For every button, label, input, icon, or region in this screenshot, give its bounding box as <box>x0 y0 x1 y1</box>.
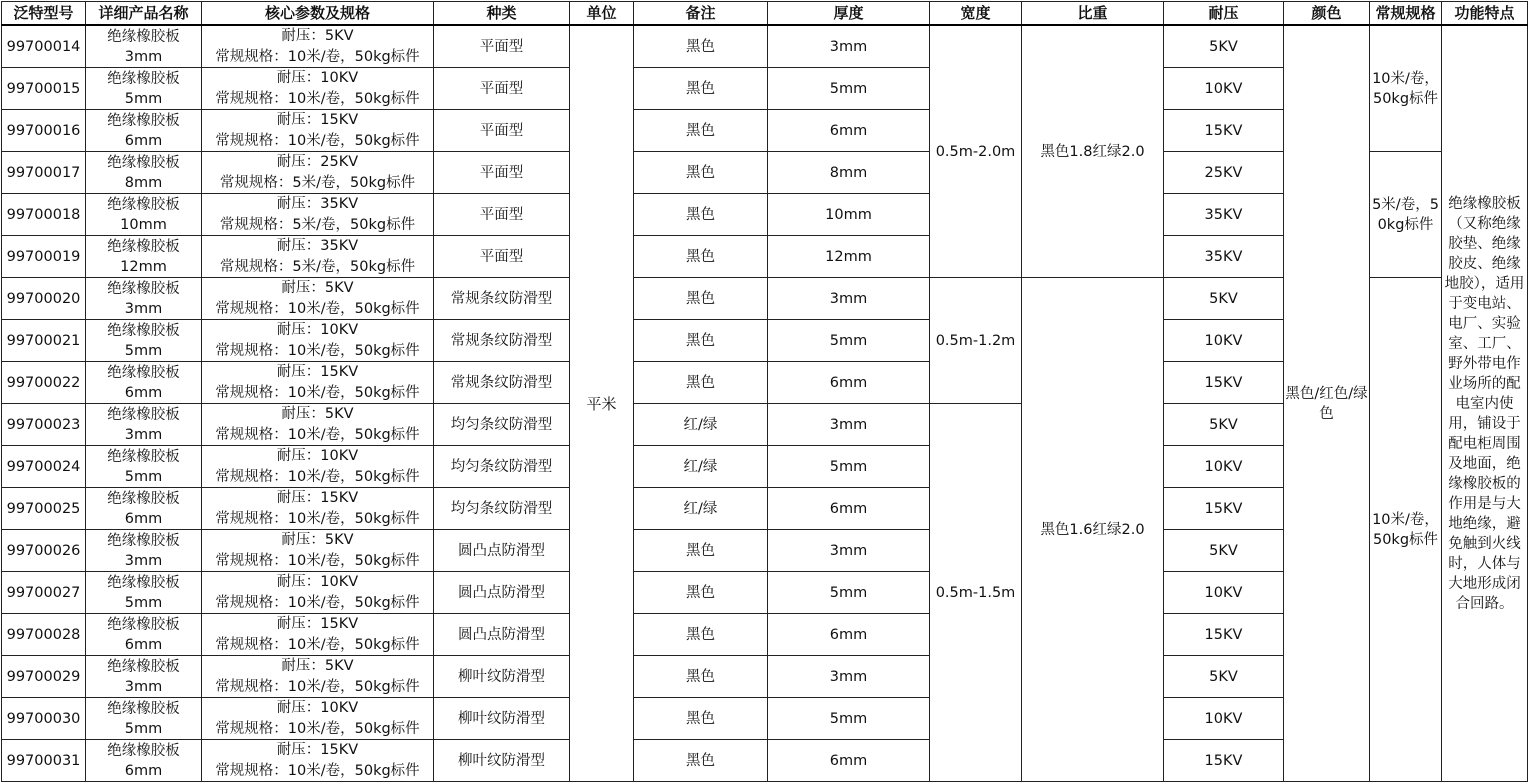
cell-core-params <box>202 446 434 488</box>
cell-product-name <box>86 614 202 656</box>
product-size-line: 3mm <box>124 48 163 65</box>
product-name-line: 绝缘橡胶板 <box>107 658 180 675</box>
param-voltage-line: 耐压：10KV <box>276 448 359 464</box>
cell-voltage: 25KV <box>1164 152 1284 194</box>
cell-thickness: 6mm <box>768 740 930 782</box>
cell-product-name <box>86 446 202 488</box>
param-spec-line: 常规规格：10米/卷，50kg标件 <box>215 511 420 527</box>
cell-voltage: 15KV <box>1164 362 1284 404</box>
header-core-params: 核心参数及规格 <box>202 2 434 26</box>
cell-note: 黑色 <box>634 614 768 656</box>
cell-product-name <box>86 152 202 194</box>
cell-type: 平面型 <box>434 110 570 152</box>
cell-spec-merged-c: 10米/卷，50kg标件 <box>1370 278 1442 782</box>
cell-thickness: 3mm <box>768 25 930 68</box>
cell-code: 99700027 <box>2 572 86 614</box>
cell-product-name <box>86 68 202 110</box>
cell-type: 均匀条纹防滑型 <box>434 488 570 530</box>
cell-core-params <box>202 530 434 572</box>
table-row <box>2 25 1528 68</box>
header-product-name: 详细产品名称 <box>86 2 202 26</box>
product-name-line: 绝缘橡胶板 <box>107 700 180 717</box>
product-size-line: 5mm <box>124 90 163 107</box>
cell-voltage: 5KV <box>1164 404 1284 446</box>
cell-core-params <box>202 362 434 404</box>
cell-thickness: 6mm <box>768 614 930 656</box>
cell-voltage: 10KV <box>1164 446 1284 488</box>
cell-type: 平面型 <box>434 152 570 194</box>
cell-note: 红/绿 <box>634 404 768 446</box>
cell-code: 99700026 <box>2 530 86 572</box>
param-spec-line: 常规规格：10米/卷，50kg标件 <box>215 721 420 737</box>
cell-code: 99700025 <box>2 488 86 530</box>
cell-core-params <box>202 572 434 614</box>
cell-type: 常规条纹防滑型 <box>434 362 570 404</box>
cell-type: 均匀条纹防滑型 <box>434 404 570 446</box>
param-voltage-line: 耐压：15KV <box>276 490 359 506</box>
cell-width-merged-b: 0.5m-1.2m <box>930 278 1022 404</box>
cell-type: 柳叶纹防滑型 <box>434 656 570 698</box>
cell-core-params <box>202 488 434 530</box>
param-spec-line: 常规规格：10米/卷，50kg标件 <box>215 385 420 401</box>
cell-thickness: 3mm <box>768 530 930 572</box>
cell-code: 99700020 <box>2 278 86 320</box>
product-name-line: 绝缘橡胶板 <box>107 448 180 465</box>
cell-type: 圆凸点防滑型 <box>434 614 570 656</box>
cell-code: 99700029 <box>2 656 86 698</box>
param-voltage-line: 耐压：10KV <box>276 322 359 338</box>
cell-width-merged-c: 0.5m-1.5m <box>930 404 1022 782</box>
product-size-line: 3mm <box>124 300 163 317</box>
param-spec-line: 常规规格：10米/卷，50kg标件 <box>215 343 420 359</box>
cell-voltage: 10KV <box>1164 320 1284 362</box>
cell-voltage: 5KV <box>1164 278 1284 320</box>
cell-product-name <box>86 404 202 446</box>
product-size-line: 6mm <box>124 132 163 149</box>
cell-note: 黑色 <box>634 278 768 320</box>
param-voltage-line: 耐压：35KV <box>276 238 359 254</box>
param-voltage-line: 耐压：15KV <box>276 364 359 380</box>
header-gravity: 比重 <box>1022 2 1164 26</box>
cell-thickness: 10mm <box>768 194 930 236</box>
product-name-line: 绝缘橡胶板 <box>107 616 180 633</box>
cell-product-name <box>86 530 202 572</box>
cell-color-merged: 黑色/红色/绿色 <box>1284 25 1370 782</box>
cell-note: 黑色 <box>634 656 768 698</box>
param-voltage-line: 耐压：5KV <box>281 28 354 44</box>
param-spec-line: 常规规格：10米/卷，50kg标件 <box>215 553 420 569</box>
product-spec-table <box>1 1 1528 782</box>
product-name-line: 绝缘橡胶板 <box>107 364 180 381</box>
param-voltage-line: 耐压：15KV <box>276 112 359 128</box>
product-size-line: 3mm <box>124 426 163 443</box>
param-spec-line: 常规规格：10米/卷，50kg标件 <box>215 133 420 149</box>
param-voltage-line: 耐压：35KV <box>276 196 359 212</box>
param-voltage-line: 耐压：5KV <box>281 280 354 296</box>
cell-core-params <box>202 68 434 110</box>
product-size-line: 3mm <box>124 552 163 569</box>
cell-type: 平面型 <box>434 25 570 68</box>
cell-unit-merged: 平米 <box>570 25 634 782</box>
cell-core-params <box>202 110 434 152</box>
cell-product-name <box>86 25 202 68</box>
product-name-line: 绝缘橡胶板 <box>107 574 180 591</box>
cell-note: 黑色 <box>634 236 768 278</box>
product-name-line: 绝缘橡胶板 <box>107 154 180 171</box>
header-code: 泛特型号 <box>2 2 86 26</box>
cell-thickness: 5mm <box>768 698 930 740</box>
header-type: 种类 <box>434 2 570 26</box>
cell-code: 99700014 <box>2 25 86 68</box>
cell-voltage: 10KV <box>1164 572 1284 614</box>
cell-product-name <box>86 194 202 236</box>
cell-type: 常规条纹防滑型 <box>434 278 570 320</box>
cell-product-name <box>86 110 202 152</box>
cell-note: 黑色 <box>634 572 768 614</box>
param-spec-line: 常规规格：10米/卷，50kg标件 <box>215 763 420 779</box>
cell-thickness: 3mm <box>768 656 930 698</box>
param-spec-line: 常规规格：10米/卷，50kg标件 <box>215 49 420 65</box>
cell-type: 柳叶纹防滑型 <box>434 698 570 740</box>
param-voltage-line: 耐压：5KV <box>281 406 354 422</box>
product-size-line: 5mm <box>124 594 163 611</box>
cell-note: 黑色 <box>634 698 768 740</box>
cell-core-params <box>202 25 434 68</box>
cell-product-name <box>86 278 202 320</box>
cell-type: 柳叶纹防滑型 <box>434 740 570 782</box>
cell-voltage: 15KV <box>1164 110 1284 152</box>
product-size-line: 8mm <box>124 174 163 191</box>
product-name-line: 绝缘橡胶板 <box>107 322 180 339</box>
cell-thickness: 6mm <box>768 110 930 152</box>
product-name-line: 绝缘橡胶板 <box>107 406 180 423</box>
cell-core-params <box>202 404 434 446</box>
cell-voltage: 5KV <box>1164 530 1284 572</box>
header-width: 宽度 <box>930 2 1022 26</box>
param-spec-line: 常规规格：10米/卷，50kg标件 <box>215 469 420 485</box>
cell-spec-merged-b: 5米/卷，50kg标件 <box>1370 152 1442 278</box>
cell-voltage: 5KV <box>1164 656 1284 698</box>
cell-core-params <box>202 320 434 362</box>
cell-type: 圆凸点防滑型 <box>434 572 570 614</box>
product-size-line: 6mm <box>124 762 163 779</box>
cell-thickness: 5mm <box>768 320 930 362</box>
param-spec-line: 常规规格：10米/卷，50kg标件 <box>215 595 420 611</box>
param-voltage-line: 耐压：10KV <box>276 70 359 86</box>
cell-thickness: 6mm <box>768 488 930 530</box>
product-size-line: 6mm <box>124 384 163 401</box>
cell-type: 圆凸点防滑型 <box>434 530 570 572</box>
cell-feature-merged: 绝缘橡胶板（又称绝缘胶垫、绝缘胶皮、绝缘地胶），适用于变电站、电厂、实验室、工厂、野外带电作业场所的配电室内使用，铺设于配电柜周围及地面，绝缘橡胶板的作用是与大地绝缘，避免触到火线时，人体与大地形成闭合回路。 <box>1442 25 1528 782</box>
product-name-line: 绝缘橡胶板 <box>107 28 180 45</box>
cell-note: 黑色 <box>634 25 768 68</box>
cell-product-name <box>86 362 202 404</box>
header-spec: 常规规格 <box>1370 2 1442 26</box>
cell-thickness: 5mm <box>768 68 930 110</box>
cell-code: 99700022 <box>2 362 86 404</box>
cell-thickness: 5mm <box>768 446 930 488</box>
cell-core-params <box>202 152 434 194</box>
cell-note: 黑色 <box>634 68 768 110</box>
cell-code: 99700015 <box>2 68 86 110</box>
cell-note: 黑色 <box>634 740 768 782</box>
product-size-line: 12mm <box>120 258 167 275</box>
header-note: 备注 <box>634 2 768 26</box>
cell-voltage: 5KV <box>1164 25 1284 68</box>
header-feature: 功能特点 <box>1442 2 1528 26</box>
cell-product-name <box>86 572 202 614</box>
cell-core-params <box>202 194 434 236</box>
product-name-line: 绝缘橡胶板 <box>107 112 180 129</box>
cell-code: 99700030 <box>2 698 86 740</box>
param-voltage-line: 耐压：5KV <box>281 532 354 548</box>
cell-product-name <box>86 236 202 278</box>
cell-product-name <box>86 656 202 698</box>
cell-code: 99700021 <box>2 320 86 362</box>
header-color: 颜色 <box>1284 2 1370 26</box>
header-row <box>2 2 1528 26</box>
product-name-line: 绝缘橡胶板 <box>107 532 180 549</box>
param-voltage-line: 耐压：5KV <box>281 658 354 674</box>
param-spec-line: 常规规格：5米/卷，50kg标件 <box>219 175 416 191</box>
param-spec-line: 常规规格：10米/卷，50kg标件 <box>215 427 420 443</box>
cell-code: 99700028 <box>2 614 86 656</box>
cell-note: 红/绿 <box>634 488 768 530</box>
cell-code: 99700024 <box>2 446 86 488</box>
cell-code: 99700016 <box>2 110 86 152</box>
header-voltage: 耐压 <box>1164 2 1284 26</box>
cell-core-params <box>202 236 434 278</box>
cell-voltage: 15KV <box>1164 488 1284 530</box>
header-thickness: 厚度 <box>768 2 930 26</box>
cell-note: 黑色 <box>634 530 768 572</box>
cell-gravity-merged-b: 黑色1.6红绿2.0 <box>1022 278 1164 782</box>
param-voltage-line: 耐压：25KV <box>276 154 359 170</box>
cell-spec-merged-a: 10米/卷，50kg标件 <box>1370 25 1442 152</box>
cell-type: 常规条纹防滑型 <box>434 320 570 362</box>
product-size-line: 6mm <box>124 510 163 527</box>
param-voltage-line: 耐压：10KV <box>276 700 359 716</box>
cell-thickness: 3mm <box>768 404 930 446</box>
product-size-line: 10mm <box>120 216 167 233</box>
product-name-line: 绝缘橡胶板 <box>107 280 180 297</box>
cell-core-params <box>202 656 434 698</box>
cell-voltage: 15KV <box>1164 740 1284 782</box>
cell-product-name <box>86 488 202 530</box>
cell-thickness: 3mm <box>768 278 930 320</box>
cell-note: 黑色 <box>634 320 768 362</box>
product-name-line: 绝缘橡胶板 <box>107 196 180 213</box>
cell-voltage: 15KV <box>1164 614 1284 656</box>
cell-type: 均匀条纹防滑型 <box>434 446 570 488</box>
cell-code: 99700017 <box>2 152 86 194</box>
cell-voltage: 35KV <box>1164 194 1284 236</box>
product-size-line: 3mm <box>124 678 163 695</box>
product-size-line: 5mm <box>124 720 163 737</box>
product-name-line: 绝缘橡胶板 <box>107 238 180 255</box>
param-spec-line: 常规规格：5米/卷，50kg标件 <box>219 259 416 275</box>
product-name-line: 绝缘橡胶板 <box>107 490 180 507</box>
param-spec-line: 常规规格：10米/卷，50kg标件 <box>215 301 420 317</box>
product-size-line: 5mm <box>124 342 163 359</box>
cell-type: 平面型 <box>434 68 570 110</box>
param-voltage-line: 耐压：15KV <box>276 616 359 632</box>
cell-note: 黑色 <box>634 362 768 404</box>
param-spec-line: 常规规格：10米/卷，50kg标件 <box>215 91 420 107</box>
cell-note: 红/绿 <box>634 446 768 488</box>
cell-code: 99700031 <box>2 740 86 782</box>
param-spec-line: 常规规格：10米/卷，50kg标件 <box>215 637 420 653</box>
cell-voltage: 10KV <box>1164 68 1284 110</box>
param-spec-line: 常规规格：5米/卷，50kg标件 <box>219 217 416 233</box>
product-size-line: 5mm <box>124 468 163 485</box>
cell-code: 99700023 <box>2 404 86 446</box>
cell-note: 黑色 <box>634 152 768 194</box>
cell-core-params <box>202 278 434 320</box>
cell-thickness: 5mm <box>768 572 930 614</box>
cell-code: 99700019 <box>2 236 86 278</box>
cell-note: 黑色 <box>634 110 768 152</box>
header-unit: 单位 <box>570 2 634 26</box>
cell-gravity-merged-a: 黑色1.8红绿2.0 <box>1022 25 1164 278</box>
product-size-line: 6mm <box>124 636 163 653</box>
cell-voltage: 35KV <box>1164 236 1284 278</box>
cell-type: 平面型 <box>434 194 570 236</box>
cell-thickness: 12mm <box>768 236 930 278</box>
cell-type: 平面型 <box>434 236 570 278</box>
cell-product-name <box>86 320 202 362</box>
product-name-line: 绝缘橡胶板 <box>107 742 180 759</box>
param-voltage-line: 耐压：15KV <box>276 742 359 758</box>
cell-core-params <box>202 698 434 740</box>
cell-voltage: 10KV <box>1164 698 1284 740</box>
cell-width-merged-a: 0.5m-2.0m <box>930 25 1022 278</box>
product-name-line: 绝缘橡胶板 <box>107 70 180 87</box>
cell-thickness: 6mm <box>768 362 930 404</box>
cell-thickness: 8mm <box>768 152 930 194</box>
param-spec-line: 常规规格：10米/卷，50kg标件 <box>215 679 420 695</box>
cell-code: 99700018 <box>2 194 86 236</box>
cell-core-params <box>202 614 434 656</box>
cell-note: 黑色 <box>634 194 768 236</box>
param-voltage-line: 耐压：10KV <box>276 574 359 590</box>
cell-product-name <box>86 698 202 740</box>
